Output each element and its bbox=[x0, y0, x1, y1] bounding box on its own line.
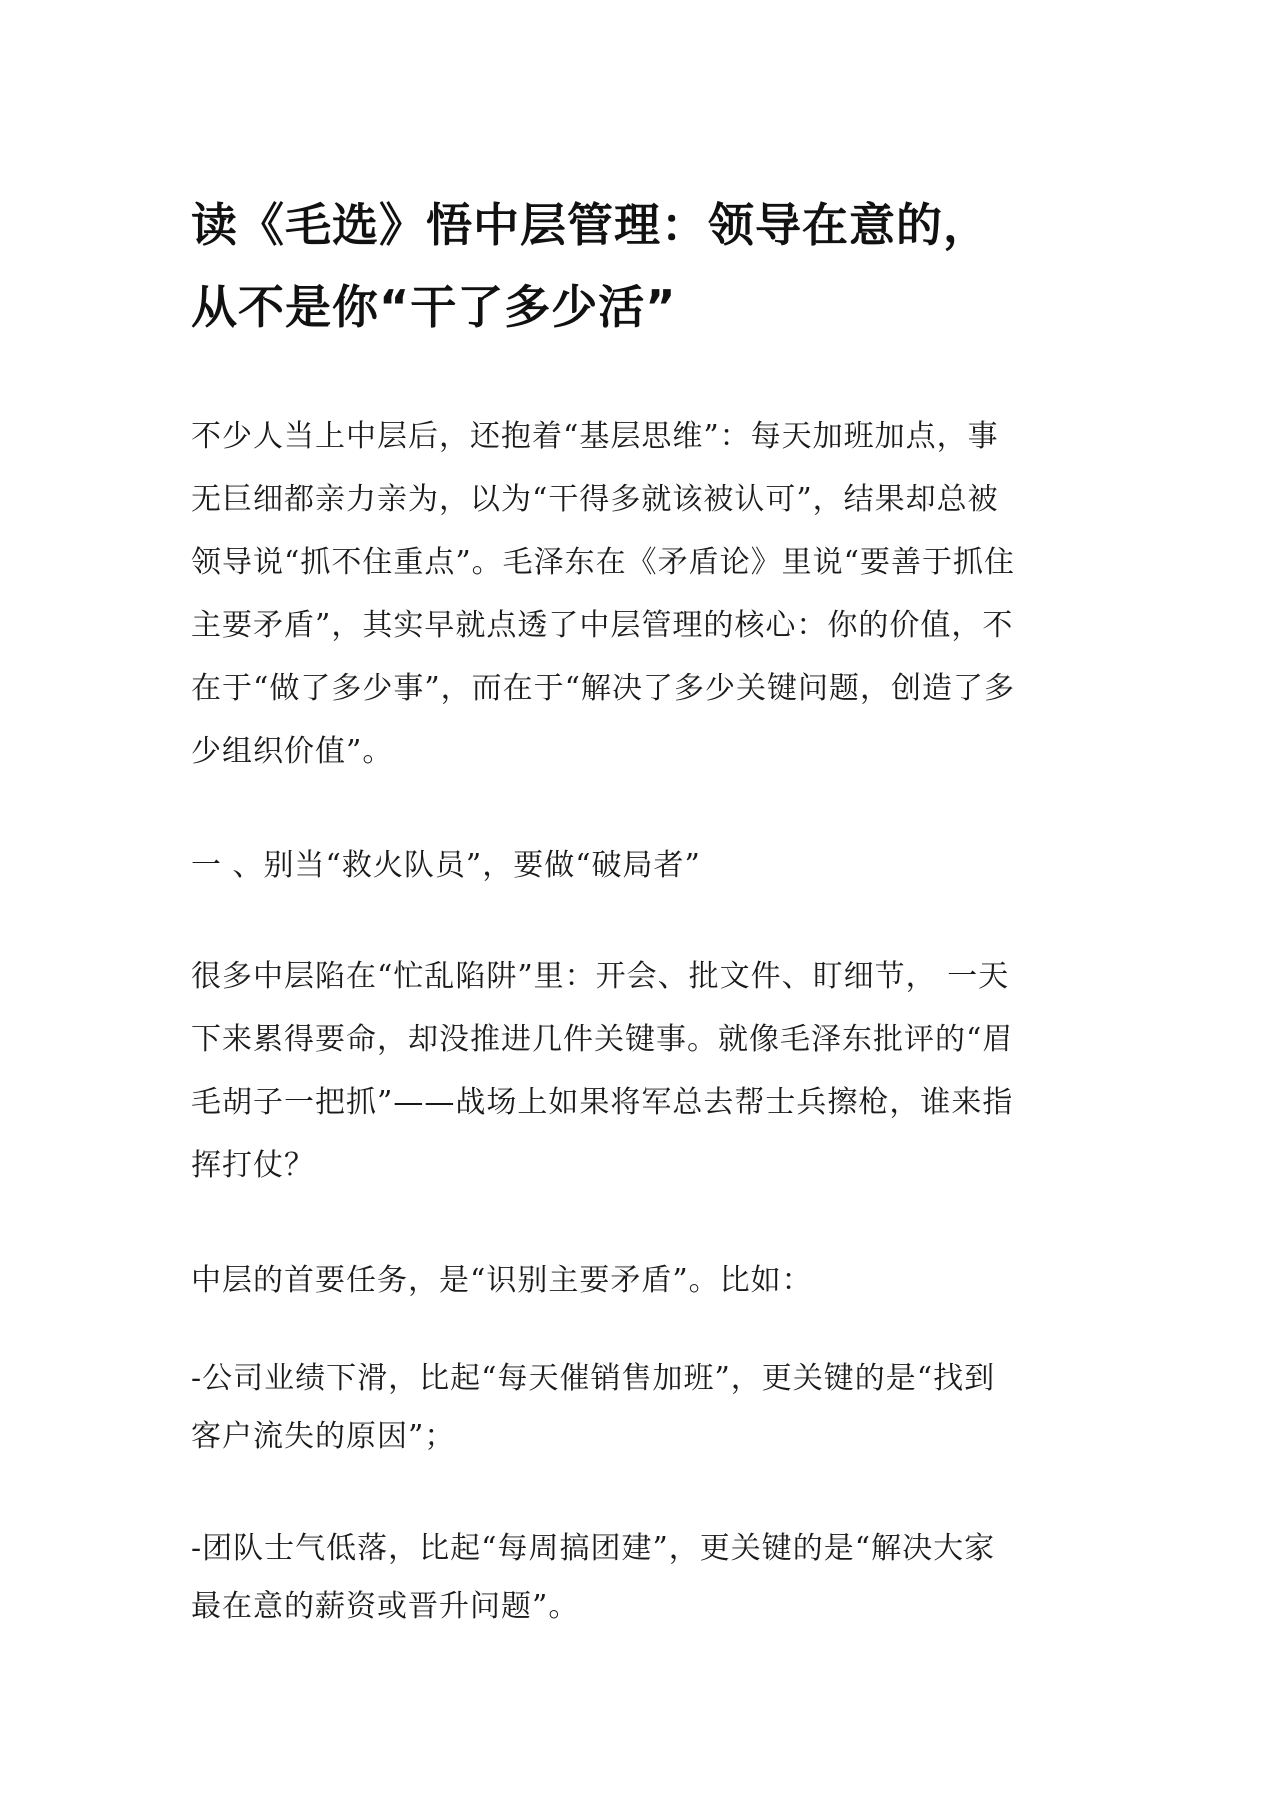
paragraph-line: 主要矛盾”，其实早就点透了中层管理的核心：你的价值，不 bbox=[191, 608, 1014, 643]
title-line: 从不是你“干了多少活” bbox=[191, 280, 677, 334]
paragraph-line: 很多中层陷在“忙乱陷阱”里：开会、批文件、盯细节， 一天 bbox=[191, 959, 1010, 994]
bullet-item bbox=[191, 1350, 1091, 1466]
heading-line: 一 、别当“救火队员”，要做“破局者” bbox=[191, 848, 701, 883]
bullet-line: 最在意的薪资或晋升问题”。 bbox=[191, 1589, 580, 1624]
paragraph-line: 毛胡子一把抓”——战场上如果将军总去帮士兵擦枪，谁来指 bbox=[191, 1085, 1014, 1120]
paragraph-line: 中层的首要任务，是“识别主要矛盾”。比如： bbox=[191, 1263, 813, 1298]
article-title bbox=[191, 184, 1091, 348]
paragraph-line: 下来累得要命，却没推进几件关键事。就像毛泽东批评的“眉 bbox=[191, 1022, 1014, 1057]
bullet-line: -团队士气低落，比起“每周搞团建”，更关键的是“解决大家 bbox=[191, 1531, 996, 1566]
bullet-line: 客户流失的原因”； bbox=[191, 1419, 456, 1454]
section-heading bbox=[191, 834, 1091, 897]
section-paragraph bbox=[191, 945, 1091, 1197]
paragraph-line: 领导说“抓不住重点”。毛泽东在《矛盾论》里说“要善于抓住 bbox=[191, 545, 1016, 580]
bullet-line: -公司业绩下滑，比起“每天催销售加班”，更关键的是“找到 bbox=[191, 1361, 996, 1396]
paragraph-line: 挥打仗？ bbox=[191, 1148, 315, 1183]
lead-paragraph bbox=[191, 1249, 1091, 1312]
paragraph-line: 不少人当上中层后，还抱着“基层思维”：每天加班加点，事 bbox=[191, 419, 999, 454]
intro-paragraph bbox=[191, 405, 1091, 783]
bullet-item bbox=[191, 1520, 1091, 1636]
paragraph-line: 在于“做了多少事”，而在于“解决了多少关键问题，创造了多 bbox=[191, 671, 1016, 706]
paragraph-line: 少组织价值”。 bbox=[191, 734, 394, 769]
title-line: 读《毛选》悟中层管理：领导在意的， bbox=[191, 198, 990, 252]
paragraph-line: 无巨细都亲力亲为，以为“干得多就该被认可”，结果却总被 bbox=[191, 482, 999, 517]
